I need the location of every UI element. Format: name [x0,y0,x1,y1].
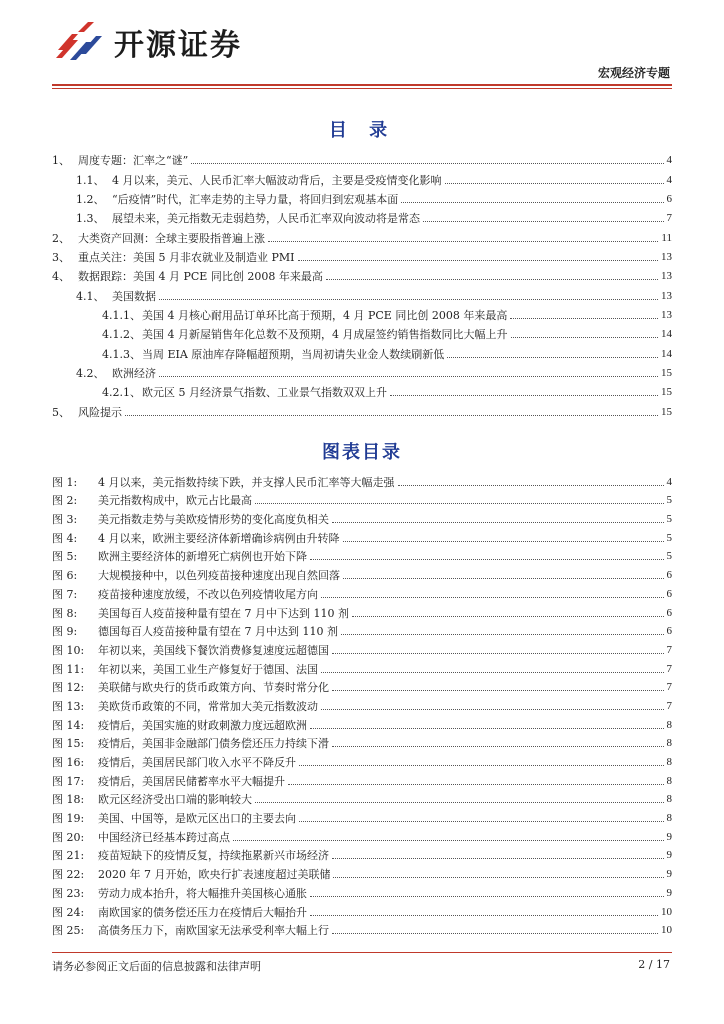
toc-entry[interactable] [52,245,672,264]
entry-title: 展望未来，美元指数无走弱趋势，人民币汇率双向波动将是常态 [112,212,420,226]
dot-leader [299,765,664,766]
entry-page-number: 8 [666,737,672,750]
footer-divider [52,952,672,953]
entry-title: 南欧国家的债务偿还压力在疫情后大幅抬升 [98,905,307,919]
figure-entry[interactable] [52,788,672,807]
figure-entry[interactable] [52,713,672,732]
logo-text: 开源证券 [114,28,242,63]
entry-page-number: 9 [666,830,672,843]
entry-page-number: 8 [666,774,672,787]
entry-page-number: 4 [666,173,672,186]
figure-entry[interactable] [52,657,672,676]
entry-number: 图 17: [52,774,85,788]
report-type-label: 宏观经济专题 [597,66,670,80]
dot-leader [332,690,664,691]
dot-leader [332,653,664,654]
header-divider-thin [52,88,672,89]
dot-leader [255,503,664,504]
entry-number: 图 25: [52,924,85,938]
entry-number: 图 5: [52,550,78,564]
figure-entry[interactable] [52,470,672,489]
entry-number: 2、 [52,231,70,245]
dot-leader [255,802,664,803]
entry-page-number: 6 [666,192,672,205]
dot-leader [310,559,664,560]
entry-number: 图 12: [52,681,85,695]
entry-title: 疫情后，美国非金融部门债务偿还压力持续下滑 [98,737,329,751]
entry-page-number: 11 [661,231,672,244]
entry-number: 4.1.1、 [102,308,141,322]
entry-page-number: 10 [661,924,672,937]
entry-number: 4.2.1、 [102,386,141,400]
entry-title: 年初以来，美国线下餐饮消费修复速度远超德国 [98,643,329,657]
dot-leader [445,183,664,184]
entry-number: 图 19: [52,812,85,826]
entry-title: 4 月以来，欧洲主要经济体新增确诊病例由升转降 [98,531,340,545]
entry-title: 美国 4 月核心耐用品订单环比高于预期，4 月 PCE 同比创 2008 年来最高 [142,308,508,322]
dot-leader [333,877,663,878]
toc-entry[interactable] [52,206,672,225]
dot-leader [341,634,664,635]
dot-leader [390,395,658,396]
figure-entry[interactable] [52,881,672,900]
entry-number: 图 8: [52,606,78,620]
entry-page-number: 13 [661,308,672,321]
page-header [0,0,724,90]
entry-page-number: 5 [666,550,672,563]
figure-entry[interactable] [52,601,672,620]
dot-leader [310,915,658,916]
logo-mark-icon [52,20,108,64]
table-of-contents [52,148,672,419]
dot-leader [447,357,658,358]
entry-title: 2020 年 7 月开始，欧央行扩表速度超过美联储 [98,868,331,882]
dot-leader [321,709,664,710]
toc-entry[interactable] [52,187,672,206]
entry-number: 图 4: [52,531,78,545]
entry-title: 大规模接种中，以色列疫苗接种速度出现自然回落 [98,569,340,583]
dot-leader [288,784,664,785]
figure-entry[interactable] [52,844,672,863]
entry-number: 图 1: [52,475,78,489]
entry-number: 图 22: [52,868,85,882]
figure-entry[interactable] [52,919,672,938]
toc-entry[interactable] [52,148,672,167]
dot-leader [352,616,664,617]
entry-title: 疫情后，美国实施的财政刺激力度远超欧洲 [98,718,307,732]
entry-number: 图 3: [52,513,78,527]
entry-number: 3、 [52,250,70,264]
entry-number: 图 18: [52,793,85,807]
entry-title: 中国经济已经基本跨过高点 [98,830,230,844]
entry-number: 图 10: [52,643,85,657]
entry-page-number: 10 [661,905,672,918]
figure-list-title: 图表目录 [322,442,402,463]
toc-entry[interactable] [52,167,672,186]
dot-leader [321,672,664,673]
entry-title: 疫苗接种速度放缓，不改以色列疫情收尾方向 [98,587,318,601]
entry-number: 图 13: [52,699,85,713]
entry-page-number: 14 [661,347,672,360]
dot-leader [159,376,658,377]
footer-disclaimer: 请务必参阅正文后面的信息披露和法律声明 [52,960,261,973]
entry-page-number: 6 [666,569,672,582]
page-number: 2 / 17 [638,958,670,971]
entry-page-number: 15 [661,386,672,399]
entry-number: 图 7: [52,587,78,601]
entry-page-number: 5 [666,513,672,526]
entry-number: 图 2: [52,494,78,508]
entry-number: 1.3、 [76,212,105,226]
entry-title: 欧元区经济受出口端的影响较大 [98,793,252,807]
entry-number: 1.2、 [76,192,105,206]
dot-leader [423,221,664,222]
entry-page-number: 13 [661,250,672,263]
dot-leader [401,202,663,203]
figure-entry[interactable] [52,563,672,582]
dot-leader [233,840,664,841]
figure-entry[interactable] [52,900,672,919]
entry-number: 图 11: [52,662,85,676]
entry-title: 美国 4 月新屋销售年化总数不及预期，4 月成屋签约销售指数同比大幅上升 [142,328,508,342]
entry-page-number: 8 [666,793,672,806]
entry-title: 美国、中国等，是欧元区出口的主要去向 [98,812,296,826]
figure-entry[interactable] [52,732,672,751]
dot-leader [326,279,658,280]
toc-entry[interactable] [52,361,672,380]
company-logo [52,20,242,64]
entry-page-number: 8 [666,812,672,825]
figure-entry[interactable] [52,750,672,769]
toc-entry[interactable] [52,303,672,322]
figure-entry[interactable] [52,638,672,657]
entry-title: 劳动力成本抬升，将大幅推升美国核心通胀 [98,886,307,900]
toc-entry[interactable] [52,283,672,302]
entry-number: 4、 [52,270,70,284]
entry-title: 美联储与欧央行的货币政策方向、节奏时常分化 [98,681,329,695]
figure-entry[interactable] [52,769,672,788]
figure-list [52,470,672,937]
figure-entry[interactable] [52,676,672,695]
figure-entry[interactable] [52,582,672,601]
toc-title: 目 录 [328,120,396,141]
dot-leader [343,541,664,542]
entry-title: 当周 EIA 原油库存降幅超预期，当周初请失业金人数续刷新低 [142,347,445,361]
entry-page-number: 7 [666,643,672,656]
figure-entry[interactable] [52,545,672,564]
entry-number: 1.1、 [76,173,105,187]
entry-title: 高债务压力下，南欧国家无法承受利率大幅上行 [98,924,329,938]
dot-leader [310,896,664,897]
toc-entry[interactable] [52,322,672,341]
entry-title: 美元指数构成中，欧元占比最高 [98,494,252,508]
figure-entry[interactable] [52,489,672,508]
dot-leader [268,241,658,242]
figure-entry[interactable] [52,806,672,825]
entry-page-number: 6 [666,606,672,619]
entry-number: 图 14: [52,718,85,732]
entry-number: 4.1、 [76,289,105,303]
dot-leader [159,299,658,300]
entry-page-number: 7 [666,212,672,225]
toc-entry[interactable] [52,399,672,418]
entry-number: 图 24: [52,905,85,919]
dot-leader [332,858,664,859]
toc-entry[interactable] [52,380,672,399]
toc-entry[interactable] [52,264,672,283]
entry-number: 图 20: [52,830,85,844]
entry-title: 欧洲主要经济体的新增死亡病例也开始下降 [98,550,307,564]
figure-entry[interactable] [52,825,672,844]
entry-page-number: 14 [661,328,672,341]
entry-page-number: 7 [666,699,672,712]
dot-leader [191,163,663,164]
dot-leader [332,746,664,747]
dot-leader [332,522,664,523]
header-divider [52,84,672,86]
dot-leader [299,821,664,822]
entry-title: 风险提示 [78,405,122,419]
entry-title: 大类资产回测：全球主要股指普遍上涨 [78,231,265,245]
entry-title: “后疫情”时代，汇率走势的主导力量，将回归到宏观基本面 [112,192,399,206]
entry-page-number: 4 [666,475,672,488]
entry-number: 图 6: [52,569,78,583]
entry-title: 欧洲经济 [112,366,156,380]
entry-number: 4.1.2、 [102,328,141,342]
entry-number: 4.1.3、 [102,347,141,361]
entry-title: 数据跟踪：美国 4 月 PCE 同比创 2008 年来最高 [78,270,323,284]
dot-leader [332,933,658,934]
dot-leader [398,485,664,486]
dot-leader [310,728,664,729]
entry-page-number: 4 [666,154,672,167]
dot-leader [125,415,658,416]
entry-page-number: 15 [661,366,672,379]
entry-number: 1、 [52,154,70,168]
entry-title: 4 月以来，美元、人民币汇率大幅波动背后，主要是受疫情变化影响 [112,173,442,187]
entry-number: 图 23: [52,886,85,900]
entry-title: 德国每百人疫苗接种量有望在 7 月中达到 110 剂 [98,625,338,639]
entry-page-number: 9 [666,868,672,881]
entry-title: 美国每百人疫苗接种量有望在 7 月中下达到 110 剂 [98,606,349,620]
entry-number: 4.2、 [76,366,105,380]
entry-page-number: 9 [666,886,672,899]
entry-page-number: 7 [666,662,672,675]
entry-page-number: 15 [661,405,672,418]
entry-number: 图 21: [52,849,85,863]
toc-entry[interactable] [52,341,672,360]
entry-title: 欧元区 5 月经济景气指数、工业景气指数双双上升 [142,386,387,400]
entry-title: 美国数据 [112,289,156,303]
entry-page-number: 6 [666,587,672,600]
entry-title: 美元指数走势与美欧疫情形势的变化高度负相关 [98,513,329,527]
figure-entry[interactable] [52,620,672,639]
figure-entry[interactable] [52,694,672,713]
toc-entry[interactable] [52,225,672,244]
entry-page-number: 6 [666,625,672,638]
entry-number: 图 9: [52,625,78,639]
entry-page-number: 13 [661,270,672,283]
dot-leader [510,318,658,319]
entry-number: 图 15: [52,737,85,751]
entry-page-number: 8 [666,718,672,731]
entry-page-number: 5 [666,531,672,544]
dot-leader [511,337,659,338]
dot-leader [298,260,659,261]
entry-title: 疫情后，美国居民部门收入水平不降反升 [98,756,296,769]
figure-entry[interactable] [52,507,672,526]
entry-title: 疫苗短缺下的疫情反复，持续拖累新兴市场经济 [98,849,329,863]
dot-leader [343,578,664,579]
entry-title: 疫情后，美国居民储蓄率水平大幅提升 [98,774,285,788]
entry-page-number: 8 [666,756,672,768]
entry-title: 4 月以来，美元指数持续下跌，并支撑人民币汇率等大幅走强 [98,475,395,489]
entry-title: 重点关注：美国 5 月非农就业及制造业 PMI [78,250,295,264]
entry-page-number: 9 [666,849,672,862]
figure-entry[interactable] [52,526,672,545]
entry-page-number: 7 [666,681,672,694]
entry-page-number: 13 [661,289,672,302]
entry-title: 周度专题：汇率之“谜” [78,154,189,168]
entry-title: 美欧货币政策的不同，常常加大美元指数波动 [98,699,318,713]
entry-number: 图 16: [52,756,85,769]
entry-number: 5、 [52,405,70,419]
figure-entry[interactable] [52,862,672,881]
dot-leader [321,597,664,598]
entry-page-number: 5 [666,494,672,507]
entry-title: 年初以来，美国工业生产修复好于德国、法国 [98,662,318,676]
